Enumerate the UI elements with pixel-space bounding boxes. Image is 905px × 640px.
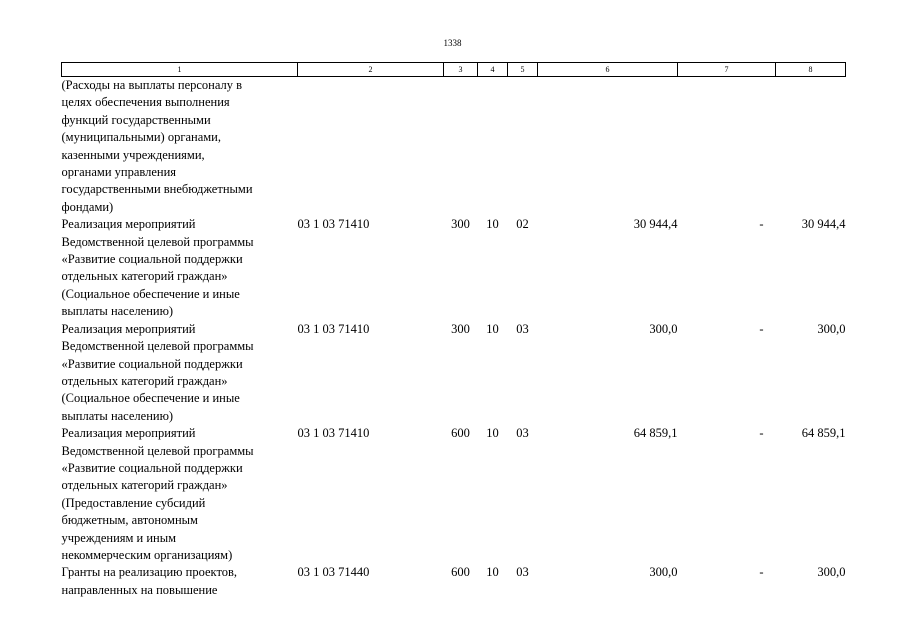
row-col7 <box>678 77 776 217</box>
description-line: фондами) <box>61 199 114 214</box>
column-header-7: 7 <box>678 63 776 77</box>
description-line: (Социальное обеспечение и иные <box>61 286 240 301</box>
row-col4: 10 <box>486 217 499 232</box>
row-col7-value: - <box>759 426 764 441</box>
row-col7 <box>678 321 776 425</box>
description-line: Реализация мероприятий <box>61 426 196 441</box>
row-col6: 300,0 <box>649 321 678 336</box>
column-header-2: 2 <box>298 63 444 77</box>
table-body <box>62 77 846 600</box>
description-line: Реализация мероприятий <box>61 217 196 232</box>
description-line: Ведомственной целевой программы <box>61 339 254 354</box>
table-header <box>62 63 846 77</box>
row-col6: 30 944,4 <box>633 217 678 232</box>
table-row <box>62 321 846 425</box>
column-header-1: 1 <box>62 63 298 77</box>
row-col7-value: - <box>759 321 764 336</box>
description-line: Реализация мероприятий <box>61 321 196 336</box>
row-code: 03 1 03 71410 <box>297 426 370 441</box>
row-col8: 300,0 <box>817 565 846 580</box>
row-code: 03 1 03 71440 <box>297 565 370 580</box>
description-line: Ведомственной целевой программы <box>61 234 254 249</box>
row-col3: 600 <box>451 426 470 441</box>
description-line: отдельных категорий граждан» <box>61 478 228 493</box>
row-col7 <box>678 425 776 564</box>
row-code: 03 1 03 71410 <box>297 217 370 232</box>
description-line: выплаты населению) <box>61 304 174 319</box>
row-description <box>62 425 298 564</box>
row-col5: 03 <box>516 565 529 580</box>
description-line: казенными учреждениями, <box>61 147 205 162</box>
column-header-4: 4 <box>478 63 508 77</box>
description-line: Гранты на реализацию проектов, <box>61 565 238 580</box>
description-line: выплаты населению) <box>61 408 174 423</box>
row-col8: 300,0 <box>817 321 846 336</box>
row-col6: 300,0 <box>649 565 678 580</box>
row-col5 <box>508 77 538 217</box>
table-row <box>62 77 846 217</box>
row-col8: 30 944,4 <box>801 217 846 232</box>
row-description <box>62 564 298 599</box>
description-line: органами управления <box>61 165 177 180</box>
row-col7 <box>678 216 776 320</box>
description-line: (Социальное обеспечение и иные <box>61 391 240 406</box>
description-line: функций государственными <box>61 112 211 127</box>
row-col6: 64 859,1 <box>633 426 678 441</box>
row-description <box>62 77 298 217</box>
row-col8 <box>776 77 846 217</box>
row-col3: 600 <box>451 565 470 580</box>
row-col5: 03 <box>516 426 529 441</box>
row-col3: 300 <box>451 217 470 232</box>
row-col7-value: - <box>759 217 764 232</box>
description-line: «Развитие социальной поддержки <box>61 356 243 371</box>
row-col4: 10 <box>486 565 499 580</box>
row-col3 <box>444 77 478 217</box>
description-line: учреждениям и иным <box>61 530 177 545</box>
row-description <box>62 321 298 425</box>
row-code: 03 1 03 71410 <box>297 321 370 336</box>
column-header-5: 5 <box>508 63 538 77</box>
row-col5: 03 <box>516 321 529 336</box>
description-line: целях обеспечения выполнения <box>61 95 230 110</box>
column-header-6: 6 <box>538 63 678 77</box>
description-line: Ведомственной целевой программы <box>61 443 254 458</box>
table-row <box>62 564 846 599</box>
row-col4: 10 <box>486 321 499 336</box>
column-header-8: 8 <box>776 63 846 77</box>
description-line: бюджетным, автономным <box>61 513 198 528</box>
row-col4: 10 <box>486 426 499 441</box>
description-line: «Развитие социальной поддержки <box>61 460 243 475</box>
row-col6 <box>538 77 678 217</box>
description-line: некоммерческим организациям) <box>61 547 233 562</box>
column-header-3: 3 <box>444 63 478 77</box>
description-line: (Предоставление субсидий <box>61 495 206 510</box>
row-code <box>298 77 444 217</box>
description-line: отдельных категорий граждан» <box>61 373 228 388</box>
budget-table <box>61 62 846 599</box>
description-line: отдельных категорий граждан» <box>61 269 228 284</box>
table-row <box>62 425 846 564</box>
row-col7-value: - <box>759 565 764 580</box>
description-line: государственными внебюджетными <box>61 182 253 197</box>
row-col4 <box>478 77 508 217</box>
page-number: 1338 <box>443 38 462 48</box>
row-col7 <box>678 564 776 599</box>
row-col5: 02 <box>516 217 529 232</box>
row-col3: 300 <box>451 321 470 336</box>
row-description <box>62 216 298 320</box>
description-line: направленных на повышение <box>61 582 218 597</box>
header-row <box>62 63 846 77</box>
row-col8: 64 859,1 <box>801 426 846 441</box>
description-line: «Развитие социальной поддержки <box>61 252 243 267</box>
description-line: (Расходы на выплаты персоналу в <box>61 78 243 92</box>
table-row <box>62 216 846 320</box>
description-line: (муниципальными) органами, <box>61 130 221 145</box>
